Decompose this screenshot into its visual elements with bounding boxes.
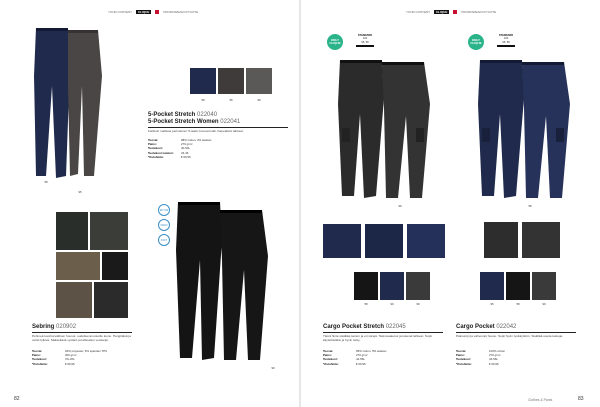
spec-key: Tuotekoot:: [323, 357, 338, 362]
pant-code: 95: [78, 190, 82, 194]
spec-value: € 69,95: [181, 154, 191, 159]
spec-value: 270 g/m²: [356, 353, 368, 358]
spec-value: 300 g/m²: [65, 353, 77, 358]
five-pocket-pants-image: [28, 26, 108, 186]
spec-value: 94% polyester, 6% spandex TPU: [65, 349, 108, 353]
spec-key: Tuotekoot naisten:: [148, 150, 174, 155]
detail-code: 99: [542, 302, 546, 306]
spec-key: *Ostohinta:: [323, 361, 339, 366]
spec-key: Paino:: [32, 353, 41, 358]
title-text: Cargo Pocket Stretch: [323, 324, 385, 330]
flag-icon: [155, 10, 159, 14]
detail-photo: [407, 224, 445, 258]
certification-icon: SOFT: [158, 234, 170, 246]
lifestyle-photo: [56, 282, 92, 318]
standard-value: 100: [362, 37, 368, 41]
pant-code: 99: [398, 204, 402, 208]
spec-row: [148, 155, 214, 159]
spec-key: Paino:: [148, 142, 157, 147]
page-footer: Clothes & Pants: [528, 398, 553, 402]
spec-key: Tuotekoot:: [32, 357, 47, 362]
spec-row: [323, 362, 389, 366]
product-code: 020902: [56, 324, 77, 330]
divider: [456, 332, 576, 333]
spec-value: 270 g/m²: [181, 142, 193, 147]
header-left-text: YOUR CONTENT: [406, 10, 430, 14]
spec-row: [32, 362, 110, 366]
spec-value: 98% cotton, 2% elastan: [181, 138, 212, 142]
cargo-stretch-pants-image: [330, 58, 440, 208]
spec-value: € 69,95: [489, 361, 499, 366]
spec-row: [456, 362, 508, 366]
pant-code: 58: [44, 180, 48, 184]
swatch-code: 95: [229, 98, 233, 102]
spec-key: Tuoste:: [148, 138, 159, 142]
swatch-black: [354, 272, 378, 300]
detail-code: 95: [490, 302, 494, 306]
only-clique-badge: ONLY CLIQUE: [327, 34, 343, 50]
standard-value: 100: [503, 37, 509, 41]
detail-code: 99: [390, 302, 394, 306]
swatch-code: 99: [257, 98, 261, 102]
spec-key: Tuotekoot:: [148, 146, 163, 151]
product-title: [32, 324, 76, 330]
spec-table: [323, 349, 389, 366]
brand-logo: CLIQUE: [436, 10, 448, 14]
spec-table: [32, 349, 110, 366]
spec-value: 100% cotton: [489, 349, 506, 353]
certification-icon: EN 343: [158, 204, 170, 216]
certification-icon: OEKO: [158, 219, 170, 231]
spec-value: € 99,95: [65, 361, 75, 366]
title-text: Sebring: [32, 324, 55, 330]
standard-codes: 95, 58: [361, 40, 369, 44]
detail-code: 58: [364, 302, 368, 306]
sebring-pants-image: [170, 200, 280, 370]
page-number: 83: [578, 396, 584, 402]
standard-label: STANDARD: [498, 34, 514, 37]
page-gutter: [299, 0, 301, 407]
swatch-black: [506, 272, 530, 300]
pant-code: 99: [271, 366, 275, 370]
pant-code: 58: [528, 204, 532, 208]
header-right-text: PROMOWEAR.FI/TUOTE: [163, 10, 199, 14]
swatch-navy: [380, 272, 404, 300]
standard-label: STANDARD: [357, 34, 373, 37]
only-clique-badge: ONLY CLIQUE: [468, 34, 484, 50]
spec-table: [148, 138, 214, 159]
header-right-text: PROMOWEAR.FI/TUOTE: [461, 10, 497, 14]
spec-value: XS-3XL: [65, 357, 75, 362]
product-description: Paksumpi ja vahvempi housu. Sopii hyvin työkäyttöön. Sisältää useita taskuja.: [456, 334, 563, 338]
lifestyle-photo: [56, 212, 88, 250]
swatch-navy: [480, 272, 504, 300]
title-text: 5-Pocket Stretch: [148, 112, 196, 118]
product-description: Tämä hinta sisältää painon ja eri värejä. Taskuvaatetus ja tukevat lahkeet. Sopii käytettäväksi ja hyvin tehty.: [323, 334, 432, 342]
right-header: [406, 10, 496, 14]
spec-value: 40-50L: [181, 146, 191, 151]
swatch-navy: [190, 68, 216, 94]
standard-block: [352, 34, 378, 47]
detail-photo: [484, 222, 518, 258]
spec-key: Tuotekoot:: [456, 357, 471, 362]
swatch-grey: [532, 272, 556, 300]
spec-key: Tuoste:: [323, 349, 334, 353]
product-description: Pehmeä kuoriturvallinen housut, uudelleenmuotoiltu kuvio. Hengittävä ja vettä hylkivä. Säädettävä vyötärö ja lahkeiden vetoketju.: [32, 334, 131, 342]
standard-bar: [356, 45, 374, 47]
lifestyle-photo: [56, 252, 100, 280]
swatch-code: 58: [201, 98, 205, 102]
brand-logo: CLIQUE: [138, 10, 150, 14]
product-code: 022045: [385, 324, 406, 330]
spec-key: *Ostohinta:: [148, 154, 164, 159]
spec-value: 95% cotton, 5% elastan: [356, 349, 387, 353]
spec-value: € 69,95: [356, 361, 366, 366]
spec-value: 34-46: [181, 150, 189, 155]
lifestyle-photo: [94, 282, 128, 318]
swatch-grey: [218, 68, 244, 94]
spec-value: 44-56L: [356, 357, 366, 362]
product-code: 022041: [220, 119, 241, 125]
product-code: 022040: [197, 112, 218, 118]
detail-photo: [365, 224, 403, 258]
spec-key: Paino:: [323, 353, 332, 358]
product-code: 022042: [496, 324, 517, 330]
spec-key: Tuoste:: [456, 349, 467, 353]
spec-key: *Ostohinta:: [32, 361, 48, 366]
spec-value: 44-56L: [489, 357, 499, 362]
product-title: [148, 119, 240, 125]
detail-code: 99: [416, 302, 420, 306]
left-header: [108, 10, 198, 14]
detail-code: 58: [516, 302, 520, 306]
title-text: Cargo Pocket: [456, 324, 495, 330]
product-title: [456, 324, 516, 330]
page-number: 82: [14, 396, 20, 402]
product-title: [323, 324, 406, 330]
product-description: Farkkuri mallissa perinteinen 5-tasku housunmalli. Kapeahkot lahkeet.: [148, 129, 244, 133]
divider: [148, 127, 288, 128]
detail-photo: [323, 224, 361, 258]
cargo-pocket-pants-image: [470, 58, 580, 208]
flag-icon: [453, 10, 457, 14]
header-left-text: YOUR CONTENT: [108, 10, 132, 14]
standard-bar: [497, 45, 515, 47]
spec-key: Paino:: [456, 353, 465, 358]
title-text: 5-Pocket Stretch Women: [148, 119, 219, 125]
spec-key: Tuoste:: [32, 349, 43, 353]
spec-table: [456, 349, 508, 366]
divider: [32, 332, 132, 333]
spec-value: 270 g/m²: [489, 353, 501, 358]
swatch-dark-grey: [246, 68, 272, 94]
spec-key: *Ostohinta:: [456, 361, 472, 366]
standard-block: [493, 34, 519, 47]
swatch-grey: [406, 272, 430, 300]
detail-photo: [522, 222, 560, 258]
lifestyle-photo: [90, 212, 128, 250]
standard-codes: 95, 58: [502, 40, 510, 44]
product-title: [148, 112, 217, 118]
divider: [323, 332, 443, 333]
lifestyle-photo: [102, 252, 128, 280]
